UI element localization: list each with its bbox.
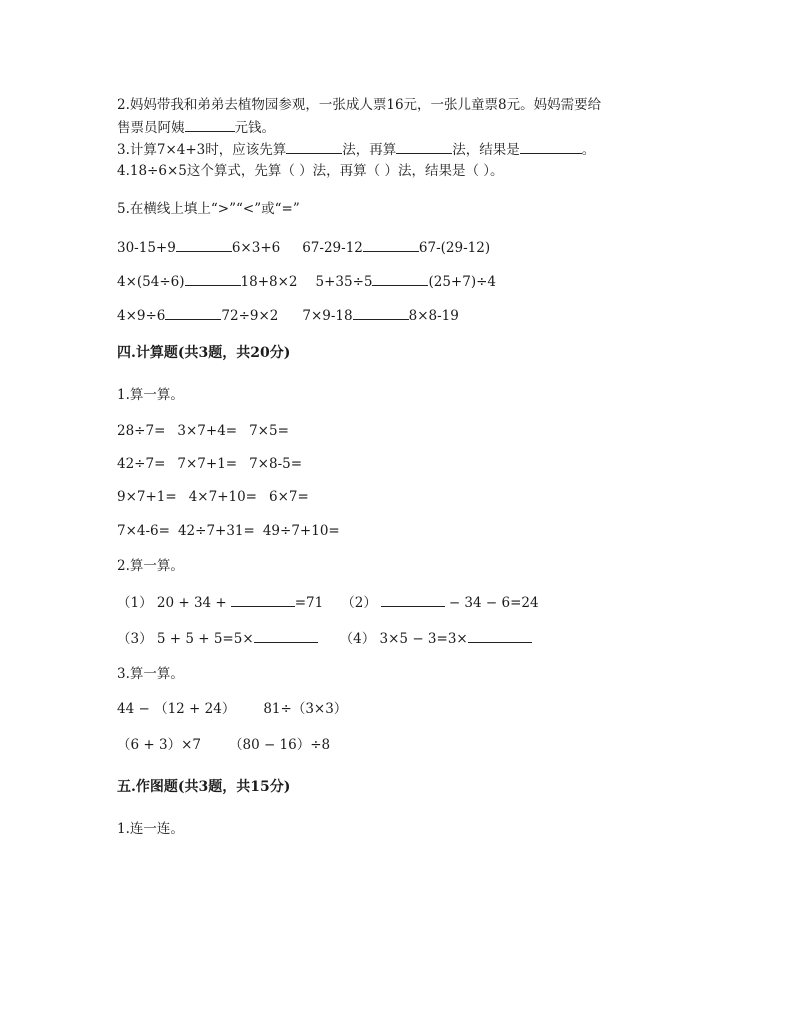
calc1-row-3 [117,488,309,506]
calc-item: 9×7+1= [117,489,177,505]
q5-blank[interactable] [165,306,221,320]
calc3-expr: 81÷（3×3） [263,701,348,717]
calc1-row-1 [117,422,289,440]
calc-item: 7×5= [249,423,289,439]
q5-expr: 18+8×2 [240,274,298,290]
calc2-part4-blank[interactable] [468,629,532,643]
q2-answer-blank[interactable] [185,118,235,132]
q3-blank-3[interactable] [520,140,582,154]
q5-blank[interactable] [372,272,428,286]
q5-expr: 6×3+6 [231,240,281,256]
calc2-row-2 [117,629,532,648]
q5-expr: (25+7)÷4 [428,274,496,290]
calc2-row-1 [117,593,539,612]
calc-item: 3×7+4= [177,423,238,439]
q5-blank[interactable] [353,306,409,320]
q5-expr: 67-(29-12) [418,240,491,256]
calc2-part2-blank[interactable] [381,593,445,607]
calc-item: 42÷7= [117,456,166,472]
calc3-row-1 [117,700,347,718]
calc2-part1-result: =71 [294,595,324,611]
calc3-expr: （6 + 3）×7 [117,737,201,753]
calc1-title: 1.算一算。 [117,387,184,403]
section-4-heading: 四.计算题(共3题，共20分) [117,345,291,361]
calc-item: 28÷7= [117,423,166,439]
calc2-part3-text: （3） 5 + 5 + 5=5× [117,631,254,647]
q3-line [117,140,595,159]
q5-expr: 7×9-18 [302,308,353,324]
calc3-expr: （80 − 16）÷8 [228,737,331,753]
q3-blank-1[interactable] [286,140,342,154]
q3-text-b: 法，再算 [342,142,397,158]
calc2-part4-text: （4） 3×5 − 3=3× [339,631,468,647]
q3-text-a: 3.计算7×4+3时，应该先算 [117,142,287,158]
q5-expr: 8×8-19 [408,308,459,324]
calc3-title: 3.算一算。 [117,666,184,682]
calc2-part3-blank[interactable] [254,629,318,643]
calc2-part1-blank[interactable] [231,593,295,607]
q2-text-a: 售票员阿姨 [117,120,185,136]
q5-blank[interactable] [185,272,241,286]
q5-expr: 4×(54÷6) [117,274,185,290]
calc3-expr: 44 − （12 + 24） [117,701,236,717]
calc1-row-4 [117,522,340,540]
q5-expr: 4×9÷6 [117,308,166,324]
q5-expr: 30-15+9 [117,240,176,256]
q3-text-d: 。 [581,142,596,158]
calc-item: 42÷7+31= [177,523,255,539]
q5-row-3 [117,306,459,325]
q4-line: 4.18÷6×5这个算式，先算（ ）法，再算（ ）法，结果是（ ）。 [117,163,504,179]
q5-row-2 [117,272,496,291]
calc-item: 7×8-5= [249,456,303,472]
calc2-part2-text: （2） [341,595,377,611]
q3-blank-2[interactable] [396,140,452,154]
q5-expr: 67-29-12 [302,240,363,256]
q5-expr: 5+35÷5 [315,274,373,290]
q5-blank[interactable] [363,238,419,252]
q5-expr: 72÷9×2 [221,308,279,324]
calc-item: 7×4-6= [117,523,170,539]
q2-text-b: 元钱。 [234,120,275,136]
q5-title: 5.在横线上填上“>”“<”或“=” [117,201,300,217]
calc-item: 49÷7+10= [262,523,340,539]
calc-item: 4×7+10= [188,489,257,505]
q2-line2 [117,118,275,137]
draw1-title: 1.连一连。 [117,821,184,837]
q5-blank[interactable] [176,238,232,252]
q2-line1: 2.妈妈带我和弟弟去植物园参观，一张成人票16元，一张儿童票8元。妈妈需要给 [117,97,602,113]
q3-text-c: 法，结果是 [452,142,520,158]
q5-row-1 [117,238,490,257]
calc-item: 7×7+1= [177,456,238,472]
calc1-row-2 [117,455,302,473]
calc3-row-2 [117,736,330,754]
calc2-part2-result: − 34 − 6=24 [448,595,539,611]
calc-item: 6×7= [269,489,309,505]
calc2-part1-text: （1） 20 + 34 + [117,595,227,611]
section-5-heading: 五.作图题(共3题，共15分) [117,779,291,795]
calc2-title: 2.算一算。 [117,558,184,574]
